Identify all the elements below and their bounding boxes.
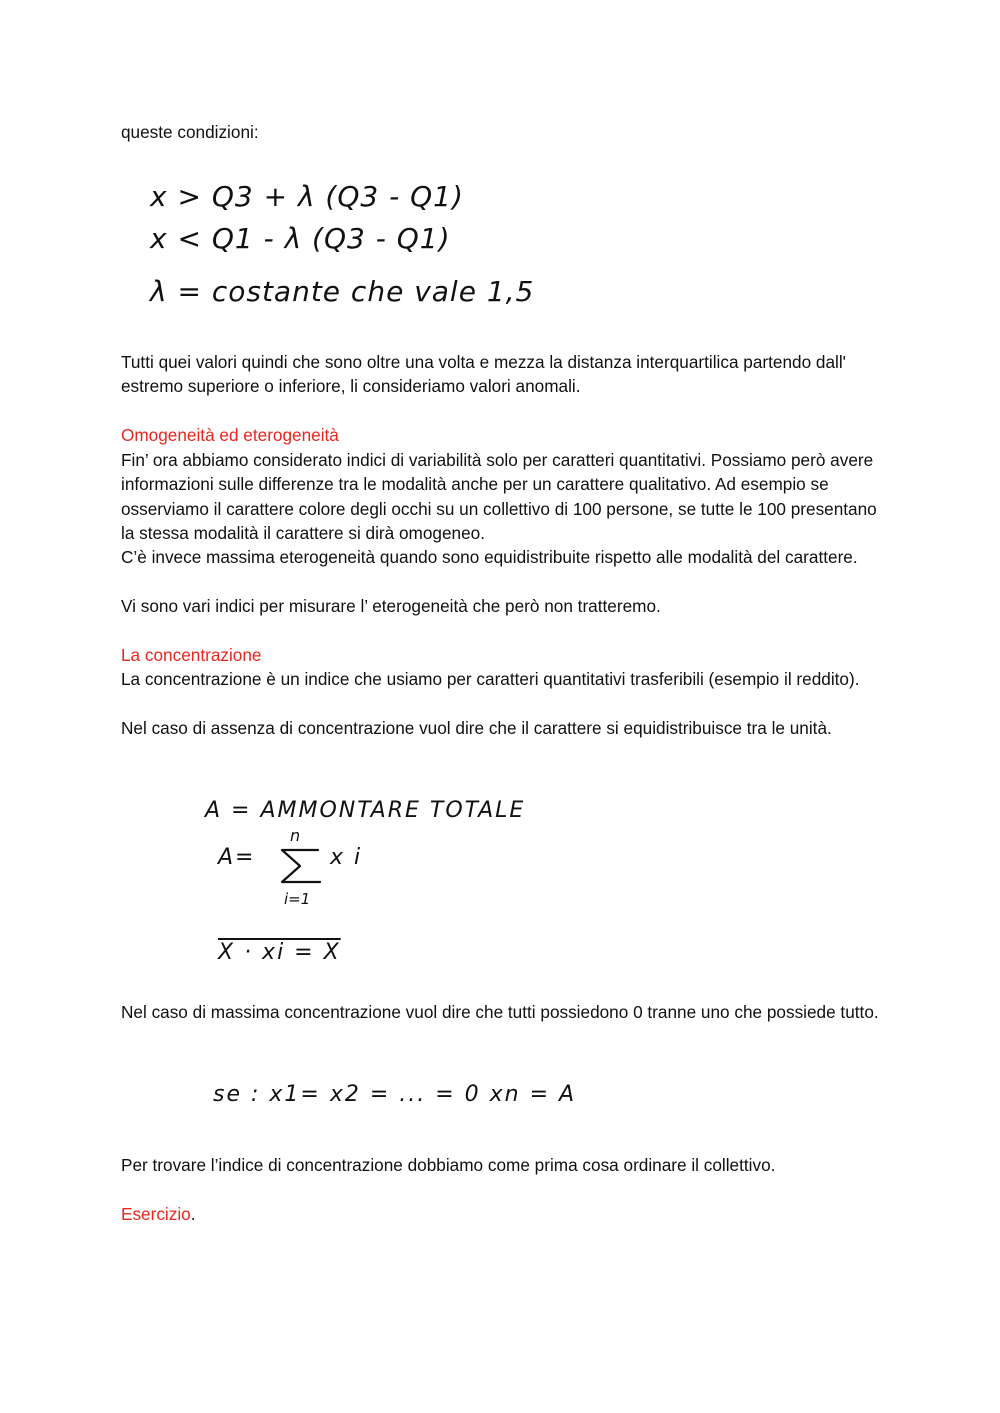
max-concentration-paragraph: Nel caso di massima concentrazione vuol dire che tutti possiedono 0 tranne uno che possiede tutto. bbox=[121, 1002, 879, 1022]
order-paragraph: Per trovare l’indice di concentrazione dobbiamo come prima cosa ordinare il collettivo. bbox=[121, 1155, 776, 1175]
section-heading-concentrazione: La concentrazione bbox=[121, 645, 262, 665]
formula-lambda: λ = costante che vale 1,5 bbox=[150, 275, 535, 308]
formula-a-equals: A= bbox=[218, 845, 256, 870]
formula-mean: X · xi = X bbox=[218, 940, 341, 965]
sum-term: x i bbox=[330, 845, 363, 870]
intro-text: queste condizioni: bbox=[121, 122, 259, 142]
sum-upper-limit: n bbox=[290, 826, 301, 845]
exercise-dot: . bbox=[190, 1204, 196, 1224]
summation-sign-icon bbox=[278, 846, 324, 886]
omogeneita-paragraph-2: C’è invece massima eterogeneità quando sono equidistribuite rispetto alle modalità del carattere. bbox=[121, 547, 858, 567]
formula-max-concentration: se : x1= x2 = ... = 0 xn = A bbox=[213, 1082, 577, 1107]
anomalies-paragraph: Tutti quei valori quindi che sono oltre una volta e mezza la distanza interquartilica partendo dall' estremo superiore o inferiore, li consideriamo valori anomali. bbox=[121, 352, 846, 397]
exercise-label: Esercizio bbox=[121, 1204, 191, 1224]
concentrazione-paragraph-2: Nel caso di assenza di concentrazione vuol dire che il carattere si equidistribuisce tra le unità. bbox=[121, 718, 832, 738]
sum-lower-limit: i=1 bbox=[284, 890, 311, 908]
concentrazione-paragraph-1: La concentrazione è un indice che usiamo per caratteri quantitativi trasferibili (esempio il reddito). bbox=[121, 669, 860, 689]
formula-lower-bound: x < Q1 - λ (Q3 - Q1) bbox=[150, 222, 451, 255]
formula-ammontare-totale: A = AMMONTARE TOTALE bbox=[205, 798, 526, 823]
formula-upper-bound: x > Q3 + λ (Q3 - Q1) bbox=[150, 180, 464, 213]
section-heading-omogeneita: Omogeneità ed eterogeneità bbox=[121, 425, 339, 445]
exercise-line bbox=[121, 1202, 891, 1226]
omogeneita-paragraph-3: Vi sono vari indici per misurare l’ eterogeneità che però non tratteremo. bbox=[121, 596, 661, 616]
omogeneita-paragraph-1: Fin’ ora abbiamo considerato indici di variabilità solo per caratteri quantitativi. Possiamo però avere informazioni sulle differenze tra le modalità anche per un carattere qualitativo. Ad esempio se osserviamo il carattere colore degli occhi su un collettivo di 100 persone, se tutte le 100 presentano la stessa modalità il carattere si dirà omogeneo. bbox=[121, 450, 877, 544]
